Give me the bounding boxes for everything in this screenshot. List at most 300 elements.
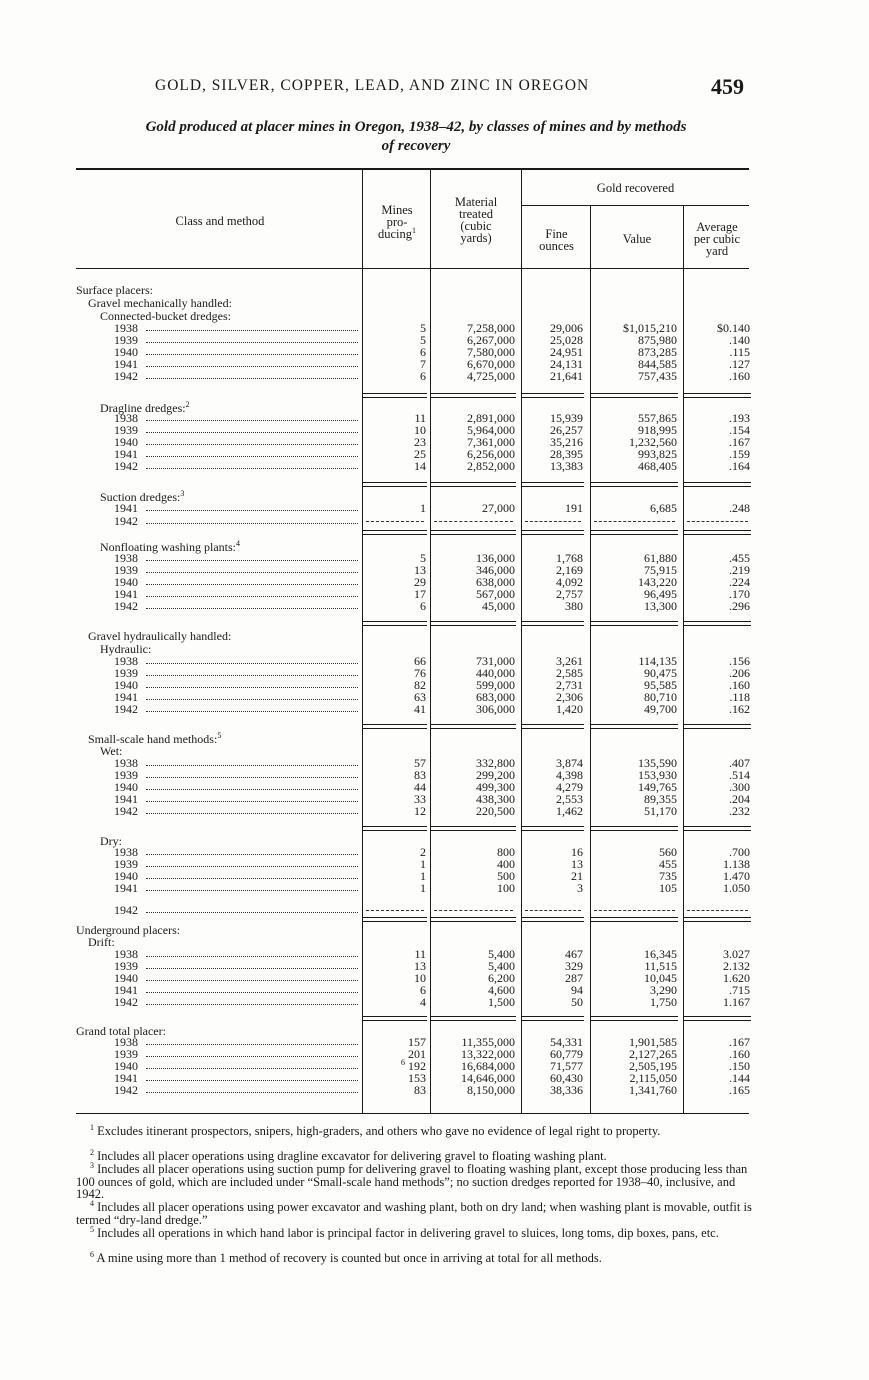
cell-fine: 380 xyxy=(565,598,583,613)
group-separator xyxy=(591,397,678,398)
cell-material: 14,646,000 xyxy=(461,1070,515,1085)
cell-fine: 4,398 xyxy=(556,767,583,782)
group-separator xyxy=(363,397,427,398)
cell-value: 455 xyxy=(659,856,677,871)
group-separator xyxy=(522,1020,584,1021)
group-separator xyxy=(431,724,516,725)
year-label: 1941 xyxy=(114,982,138,997)
group-separator xyxy=(591,482,678,483)
cell-avg: .514 xyxy=(729,767,750,782)
cell-material: 306,000 xyxy=(476,701,515,716)
cell-avg: $0.140 xyxy=(717,321,750,335)
group-separator xyxy=(684,482,751,483)
group-separator xyxy=(591,534,678,535)
group-nonfloating-text: Nonfloating washing plants:$^4$ xyxy=(100,539,240,554)
cell-material: 2,852,000 xyxy=(467,458,515,473)
no-data-dash xyxy=(525,521,581,522)
group-separator xyxy=(591,921,678,922)
cell-mines: 6 xyxy=(420,598,426,613)
cell-mines: 66 xyxy=(414,654,426,668)
dot-leader xyxy=(146,366,358,367)
dot-leader xyxy=(146,510,358,511)
cell-material: 7,580,000 xyxy=(467,344,515,359)
group-separator xyxy=(431,1016,516,1017)
cell-mines: 14 xyxy=(414,458,426,473)
cell-mines: 5 xyxy=(420,551,426,565)
cell-mines: 13 xyxy=(414,958,426,973)
cell-fine: 1,462 xyxy=(556,803,583,818)
cell-fine: 1,768 xyxy=(556,551,583,565)
cell-avg: .715 xyxy=(729,982,750,997)
group-separator xyxy=(431,830,516,831)
dot-leader xyxy=(146,608,358,609)
cell-mines: 6 xyxy=(420,368,426,383)
cell-material: 7,258,000 xyxy=(467,321,515,335)
group-separator xyxy=(591,393,678,394)
header-material-treated: Material treated (cubic yards) xyxy=(454,195,498,245)
cell-value: 1,901,585 xyxy=(629,1035,677,1049)
dot-leader xyxy=(146,378,358,379)
group-connected-bucket-text: Connected-bucket dredges: xyxy=(100,309,231,323)
cell-value: 873,285 xyxy=(638,344,677,359)
dot-leader xyxy=(146,468,358,469)
table-row xyxy=(0,972,869,984)
year-label: 1939 xyxy=(114,665,138,680)
group-separator xyxy=(591,826,678,827)
cell-value: 2,127,265 xyxy=(629,1046,677,1061)
cell-fine: 16 xyxy=(571,845,583,859)
table-row xyxy=(0,358,869,370)
table-row xyxy=(0,793,869,805)
cell-avg: .160 xyxy=(729,677,750,692)
cell-mines: 57 xyxy=(414,756,426,770)
footnote xyxy=(76,1122,756,1138)
group-separator xyxy=(363,917,427,918)
cell-value: 96,495 xyxy=(644,586,677,601)
year-label: 1942 xyxy=(114,598,138,613)
dot-leader xyxy=(146,420,358,421)
table-row xyxy=(0,996,869,1008)
cell-material: 332,800 xyxy=(476,756,515,770)
dot-leader xyxy=(146,432,358,433)
cell-value: 993,825 xyxy=(638,446,677,461)
section-surface-placers xyxy=(0,284,869,296)
group-separator xyxy=(363,393,427,394)
group-separator xyxy=(522,830,584,831)
group-separator xyxy=(363,625,427,626)
cell-mines: 29 xyxy=(414,574,426,589)
year-label: 1938 xyxy=(114,756,138,770)
dot-leader xyxy=(146,890,358,891)
table-row xyxy=(0,870,869,882)
group-separator xyxy=(591,530,678,531)
group-separator xyxy=(363,534,427,535)
cell-material: 5,400 xyxy=(488,958,515,973)
group-separator xyxy=(591,728,678,729)
cell-avg: .127 xyxy=(729,356,750,371)
year-label: 1940 xyxy=(114,970,138,985)
dot-leader xyxy=(146,444,358,445)
footnote-text: Includes all operations in which hand labor is principal factor in delivering gravel to sluices, long toms, dip boxes, pans, etc. xyxy=(97,1226,719,1240)
cell-fine: 50 xyxy=(571,994,583,1009)
section-small-scale-text: Small-scale hand methods:$^5$ xyxy=(88,731,222,746)
group-separator xyxy=(431,397,516,398)
cell-avg: .248 xyxy=(729,501,750,515)
dot-leader xyxy=(146,813,358,814)
footnote xyxy=(76,1249,756,1265)
year-label: 1942 xyxy=(114,701,138,716)
cell-fine: 2,585 xyxy=(556,665,583,680)
cell-fine: 2,757 xyxy=(556,586,583,601)
dot-leader xyxy=(146,777,358,778)
cell-avg: .115 xyxy=(729,344,750,359)
cell-value: 149,765 xyxy=(638,779,677,794)
group-separator xyxy=(684,728,751,729)
group-separator xyxy=(431,917,516,918)
cell-value: 1,341,760 xyxy=(629,1082,677,1097)
dot-leader xyxy=(146,523,358,524)
cell-mines: 33 xyxy=(414,791,426,806)
cell-mines: 2 xyxy=(420,845,426,859)
header-class-method: Class and method xyxy=(175,214,265,228)
group-separator xyxy=(431,393,516,394)
cell-mines: 82 xyxy=(414,677,426,692)
group-separator xyxy=(431,530,516,531)
dot-leader xyxy=(146,342,358,343)
cell-value: $1,015,210 xyxy=(623,321,677,335)
cell-avg: .204 xyxy=(729,791,750,806)
group-separator xyxy=(684,625,751,626)
table-caption xyxy=(70,118,762,156)
cell-avg: .144 xyxy=(729,1070,750,1085)
cell-mines: 41 xyxy=(414,701,426,716)
group-separator xyxy=(522,728,584,729)
cell-material: 6,200 xyxy=(488,970,515,985)
cell-avg: .219 xyxy=(729,562,750,577)
cell-avg: 2.132 xyxy=(723,958,750,973)
group-separator xyxy=(522,393,584,394)
footnote-mark: 1 xyxy=(90,1122,94,1132)
cell-value: 153,930 xyxy=(638,767,677,782)
dot-leader xyxy=(146,1044,358,1045)
footnote-ref: 2 xyxy=(185,400,190,409)
cell-material: 7,361,000 xyxy=(467,434,515,449)
cell-fine: 2,731 xyxy=(556,677,583,692)
cell-fine: 28,395 xyxy=(550,446,583,461)
cell-mines: 23 xyxy=(414,434,426,449)
cell-mines: 83 xyxy=(414,1082,426,1097)
dot-leader xyxy=(146,866,358,867)
header-value: Value xyxy=(622,232,652,246)
year-label: 1939 xyxy=(114,1046,138,1061)
cell-value: 143,220 xyxy=(638,574,677,589)
footnote xyxy=(76,1198,756,1227)
dot-leader xyxy=(146,980,358,981)
cell-avg: .170 xyxy=(729,586,750,601)
cell-material: 499,300 xyxy=(476,779,515,794)
group-separator xyxy=(522,621,584,622)
group-separator xyxy=(363,621,427,622)
cell-material: 6,267,000 xyxy=(467,332,515,347)
group-dry-text: Dry: xyxy=(100,834,122,848)
cell-avg: .118 xyxy=(729,689,750,704)
year-label: 1938 xyxy=(114,321,138,335)
cell-mines: 6 xyxy=(420,982,426,997)
group-separator xyxy=(522,625,584,626)
section-grand-total-text: Grand total placer: xyxy=(76,1024,166,1038)
cell-mines: 5 xyxy=(420,332,426,347)
year-label: 1942 xyxy=(114,994,138,1009)
dot-leader xyxy=(146,789,358,790)
cell-value: 105 xyxy=(659,880,677,895)
cell-value: 557,865 xyxy=(638,411,677,425)
cell-avg: 1.620 xyxy=(723,970,750,985)
cell-mines: 201 xyxy=(408,1046,426,1061)
section-surface-placers-text: Surface placers: xyxy=(76,283,153,297)
cell-mines: 4 xyxy=(420,994,426,1009)
cell-fine: 4,092 xyxy=(556,574,583,589)
cell-mines: 25 xyxy=(414,446,426,461)
group-wet-text: Wet: xyxy=(100,744,123,758)
header-bottom-rule xyxy=(76,268,749,269)
cell-material: 683,000 xyxy=(476,689,515,704)
cell-fine: 21,641 xyxy=(550,368,583,383)
group-separator xyxy=(522,917,584,918)
dot-leader xyxy=(146,687,358,688)
no-data-dash xyxy=(366,521,424,522)
cell-value: 49,700 xyxy=(644,701,677,716)
cell-mines: 153 xyxy=(408,1070,426,1085)
year-label: 1941 xyxy=(114,880,138,895)
group-separator xyxy=(522,482,584,483)
cell-value: 1,750 xyxy=(650,994,677,1009)
cell-value: 75,915 xyxy=(644,562,677,577)
group-separator xyxy=(684,917,751,918)
cell-value: 135,590 xyxy=(638,756,677,770)
dot-leader xyxy=(146,1068,358,1069)
cell-fine: 21 xyxy=(571,868,583,883)
year-label: 1939 xyxy=(114,856,138,871)
year-label: 1939 xyxy=(114,332,138,347)
group-separator xyxy=(684,534,751,535)
no-data-dash xyxy=(366,910,424,911)
table-row xyxy=(0,460,869,472)
cell-avg: 1.167 xyxy=(723,994,750,1009)
cell-mines: 6 xyxy=(420,344,426,359)
cell-avg: .165 xyxy=(729,1082,750,1097)
dot-leader xyxy=(146,1092,358,1093)
year-label: 1940 xyxy=(114,1058,138,1073)
dot-leader xyxy=(146,912,358,913)
cell-fine: 60,430 xyxy=(550,1070,583,1085)
cell-material: 8,150,000 xyxy=(467,1082,515,1097)
year-label: 1938 xyxy=(114,654,138,668)
cell-avg: .160 xyxy=(729,368,750,383)
cell-material: 6,670,000 xyxy=(467,356,515,371)
footnote-ref: 5 xyxy=(217,731,222,740)
cell-value: 11,515 xyxy=(644,958,677,973)
dot-leader xyxy=(146,699,358,700)
no-data-dash xyxy=(525,910,581,911)
group-separator xyxy=(522,826,584,827)
footnote xyxy=(76,1160,756,1201)
year-label: 1940 xyxy=(114,344,138,359)
footnote-mark: 5 xyxy=(90,1224,94,1234)
cell-avg: .162 xyxy=(729,701,750,716)
year-label: 1941 xyxy=(114,689,138,704)
table-row xyxy=(0,588,869,600)
group-separator xyxy=(431,826,516,827)
cell-avg: .224 xyxy=(729,574,750,589)
cell-fine: 1,420 xyxy=(556,701,583,716)
dot-leader xyxy=(146,663,358,664)
year-label: 1940 xyxy=(114,574,138,589)
cell-avg: 1.138 xyxy=(723,856,750,871)
cell-material: 5,400 xyxy=(488,947,515,961)
cell-avg: .407 xyxy=(729,756,750,770)
caption-line-1: Gold produced at placer mines in Oregon, 1938–42, by classes of mines and by methods xyxy=(145,119,687,135)
year-label: 1942 xyxy=(114,803,138,818)
cell-value: 560 xyxy=(659,845,677,859)
table-row xyxy=(0,882,869,894)
header-average: Average per cubic yard xyxy=(693,220,741,258)
group-separator xyxy=(684,1020,751,1021)
group-separator xyxy=(522,1016,584,1017)
footnote xyxy=(76,1147,756,1163)
cell-mines: $^6$ 192 xyxy=(401,1057,426,1073)
dot-leader xyxy=(146,1080,358,1081)
footnote-mark: 6 xyxy=(90,1249,94,1259)
group-separator xyxy=(684,397,751,398)
footnote-text: Includes all placer operations using suction pump for delivering gravel to floating washing plant, except those producing less than 100 ounces of gold, which are included under “Small-scale hand methods”; no suction dredges reported for 1938–40, inclusive, and 1942. xyxy=(76,1162,748,1201)
group-separator xyxy=(522,921,584,922)
cell-avg: .206 xyxy=(729,665,750,680)
cell-material: 438,300 xyxy=(476,791,515,806)
group-separator xyxy=(522,486,584,487)
group-separator xyxy=(684,621,751,622)
dot-leader xyxy=(146,1056,358,1057)
cell-avg: 3.027 xyxy=(723,947,750,961)
page-number: 459 xyxy=(711,74,744,99)
cell-fine: 71,577 xyxy=(550,1058,583,1073)
table-row xyxy=(0,436,869,448)
cell-material: 45,000 xyxy=(482,598,515,613)
cell-avg: 1.470 xyxy=(723,868,750,883)
footnote-text: Includes all placer operations using dragline excavator for delivering gravel to floating washing plant. xyxy=(97,1149,607,1163)
cell-value: 16,345 xyxy=(644,947,677,961)
cell-mines: 76 xyxy=(414,665,426,680)
dot-leader xyxy=(146,711,358,712)
group-separator xyxy=(363,486,427,487)
cell-fine: 13,383 xyxy=(550,458,583,473)
footnote-text: Includes all placer operations using power excavator and washing plant, both on dry land; when washing plant is movable, outfit is termed “dry-land dredge.” xyxy=(76,1200,752,1227)
cell-value: 90,475 xyxy=(644,665,677,680)
table-row xyxy=(0,1057,869,1073)
cell-value: 61,880 xyxy=(644,551,677,565)
year-label: 1941 xyxy=(114,501,138,515)
footnote-mark: 2 xyxy=(90,1147,94,1157)
footnote-mark: 3 xyxy=(90,1160,94,1170)
cell-value: 89,355 xyxy=(644,791,677,806)
dot-leader xyxy=(146,956,358,957)
year-label: 1942 xyxy=(114,1082,138,1097)
section-underground xyxy=(0,924,869,936)
table-row xyxy=(0,600,869,612)
group-separator xyxy=(522,534,584,535)
group-separator xyxy=(591,486,678,487)
cell-fine: 191 xyxy=(565,501,583,515)
group-separator xyxy=(363,830,427,831)
dot-leader xyxy=(146,560,358,561)
cell-value: 6,685 xyxy=(650,501,677,515)
cell-avg: .232 xyxy=(729,803,750,818)
cell-fine: 24,951 xyxy=(550,344,583,359)
group-dragline-text: Dragline dredges:$^2$ xyxy=(100,400,190,415)
section-gravel-mechanical-text: Gravel mechanically handled: xyxy=(88,296,232,310)
cell-material: 440,000 xyxy=(476,665,515,680)
table-row xyxy=(0,448,869,460)
cell-value: 2,505,195 xyxy=(629,1058,677,1073)
cell-value: 80,710 xyxy=(644,689,677,704)
group-separator xyxy=(591,724,678,725)
table-top-rule xyxy=(76,168,749,170)
group-separator xyxy=(684,1016,751,1017)
cell-value: 468,405 xyxy=(638,458,677,473)
year-label: 1938 xyxy=(114,551,138,565)
header-fine-ounces: Fine ounces xyxy=(539,227,574,253)
year-label: 1939 xyxy=(114,562,138,577)
group-separator xyxy=(684,393,751,394)
year-label: 1939 xyxy=(114,958,138,973)
cell-mines: 13 xyxy=(414,562,426,577)
cell-material: 500 xyxy=(497,868,515,883)
cell-material: 731,000 xyxy=(476,654,515,668)
group-separator xyxy=(591,917,678,918)
footnote-text: A mine using more than 1 method of recovery is counted but once in arriving at total for all methods. xyxy=(96,1251,602,1265)
year-label: 1941 xyxy=(114,1070,138,1085)
cell-fine: 2,553 xyxy=(556,791,583,806)
table-row-empty xyxy=(0,904,869,916)
cell-value: 844,585 xyxy=(638,356,677,371)
cell-avg: .193 xyxy=(729,411,750,425)
group-separator xyxy=(684,486,751,487)
cell-mines: 11 xyxy=(414,947,426,961)
table-row xyxy=(0,576,869,588)
running-title: GOLD, SILVER, COPPER, LEAD, AND ZINC IN OREGON xyxy=(155,77,590,94)
cell-mines: 10 xyxy=(414,970,426,985)
group-separator xyxy=(591,621,678,622)
cell-value: 3,290 xyxy=(650,982,677,997)
group-separator xyxy=(431,921,516,922)
dot-leader xyxy=(146,572,358,573)
group-separator xyxy=(363,1020,427,1021)
year-label: 1940 xyxy=(114,868,138,883)
header-mines-producing: Mines pro- ducing$^1$ xyxy=(377,203,417,241)
cell-value: 2,115,050 xyxy=(629,1070,677,1085)
cell-mines: 44 xyxy=(414,779,426,794)
year-label: 1940 xyxy=(114,779,138,794)
cell-material: 27,000 xyxy=(482,501,515,515)
dot-leader xyxy=(146,878,358,879)
table-row xyxy=(0,1084,869,1096)
section-gravel-hydraulic xyxy=(0,630,869,642)
year-label: 1938 xyxy=(114,947,138,961)
cell-material: 346,000 xyxy=(476,562,515,577)
year-label: 1941 xyxy=(114,791,138,806)
cell-value: 10,045 xyxy=(644,970,677,985)
group-separator xyxy=(431,482,516,483)
group-separator xyxy=(431,486,516,487)
